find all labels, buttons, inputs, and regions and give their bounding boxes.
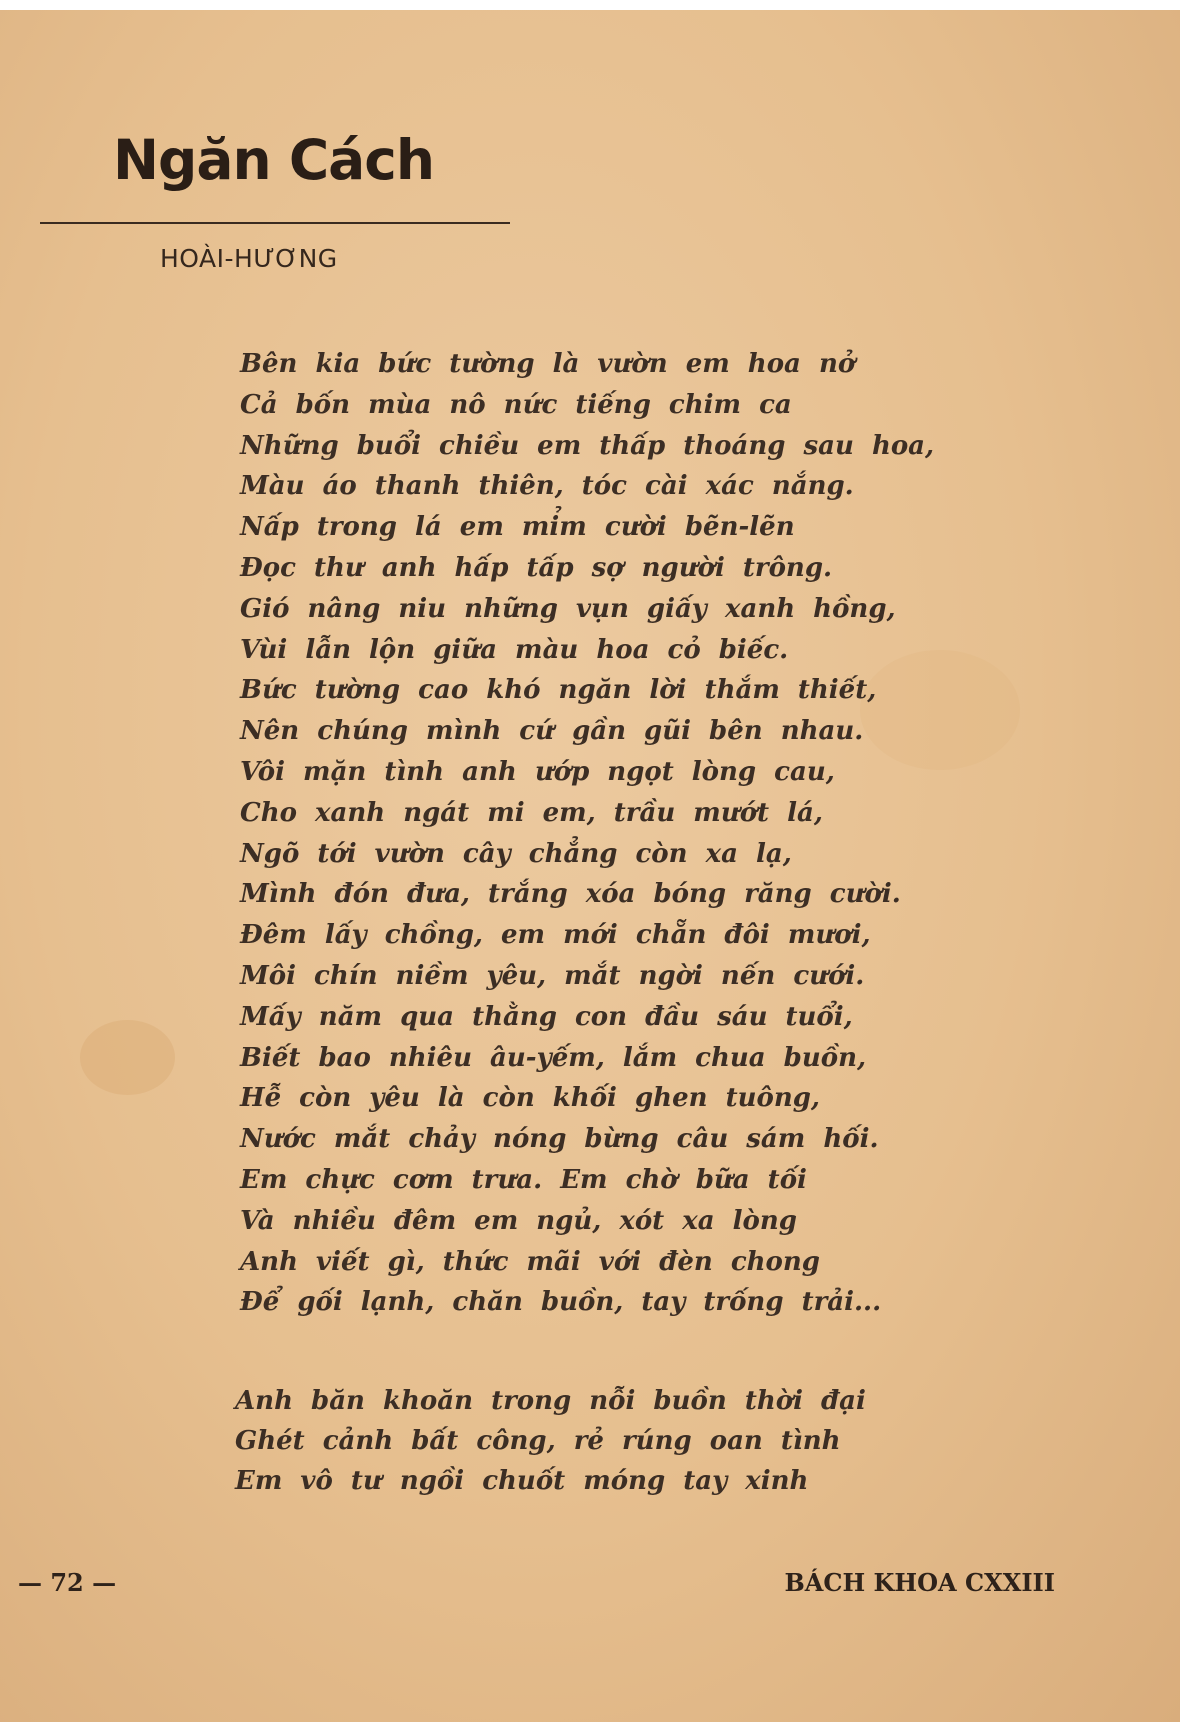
poem-stanza-2: [235, 1381, 866, 1501]
poem-line: Bên kia bức tường là vườn em hoa nở: [240, 349, 856, 379]
poem-line: Và nhiều đêm em ngủ, xót xa lòng: [240, 1205, 797, 1236]
poem-line: Bức tường cao khó ngăn lời thắm thiết,: [240, 675, 877, 706]
author-name: HOÀI-HƯƠNG: [160, 244, 338, 273]
page-number: — 72 —: [18, 1568, 117, 1597]
poem-line: Nước mắt chảy nóng bừng câu sám hối.: [240, 1124, 879, 1155]
article-title: Ngăn Cách: [113, 128, 435, 192]
poem-line: Cả bốn mùa nô nức tiếng chim ca: [240, 389, 792, 420]
poem-line: Cho xanh ngát mi em, trầu mướt lá,: [240, 797, 823, 828]
paper-stain: [80, 1020, 175, 1095]
poem-line: Anh băn khoăn trong nỗi buồn thời đại: [235, 1386, 866, 1416]
poem-line: Vùi lẫn lộn giữa màu hoa cỏ biếc.: [240, 634, 789, 665]
poem-stanza-1: [240, 344, 934, 1323]
poem-line: Mấy năm qua thằng con đầu sáu tuổi,: [240, 1001, 853, 1032]
journal-name: BÁCH KHOA CXXIII: [784, 1568, 1055, 1597]
poem-line: Đêm lấy chồng, em mới chẵn đôi mươi,: [240, 920, 871, 951]
poem-line: Ngõ tới vườn cây chẳng còn xa lạ,: [240, 838, 792, 869]
poem-line: Mình đón đưa, trắng xóa bóng răng cười.: [240, 879, 901, 910]
poem-line: Nên chúng mình cứ gần gũi bên nhau.: [240, 716, 864, 747]
magazine-page: [0, 10, 1180, 1722]
poem-line: Ghét cảnh bất công, rẻ rúng oan tình: [235, 1426, 841, 1456]
poem-line: Môi chín niềm yêu, mắt ngời nến cưới.: [240, 960, 865, 991]
poem-line: Màu áo thanh thiên, tóc cài xác nắng.: [240, 471, 854, 502]
poem-line: Hễ còn yêu là còn khối ghen tuông,: [240, 1083, 820, 1114]
poem-line: Những buổi chiều em thấp thoáng sau hoa,: [240, 430, 935, 461]
poem-line: Nấp trong lá em mỉm cười bẽn-lẽn: [240, 512, 795, 543]
poem-line: Vôi mặn tình anh ướp ngọt lòng cau,: [240, 756, 835, 787]
poem-line: Để gối lạnh, chăn buồn, tay trống trải...: [240, 1287, 882, 1318]
poem-line: Đọc thư anh hấp tấp sợ người trông.: [240, 552, 833, 583]
poem-line: Anh viết gì, thức mãi với đèn chong: [240, 1246, 820, 1277]
title-underline: [40, 222, 510, 224]
poem-line: Em vô tư ngồi chuốt móng tay xinh: [235, 1466, 809, 1496]
poem-line: Biết bao nhiêu âu-yếm, lắm chua buồn,: [240, 1042, 867, 1073]
poem-line: Gió nâng niu những vụn giấy xanh hồng,: [240, 593, 896, 624]
poem-line: Em chực cơm trưa. Em chờ bữa tối: [240, 1164, 807, 1195]
